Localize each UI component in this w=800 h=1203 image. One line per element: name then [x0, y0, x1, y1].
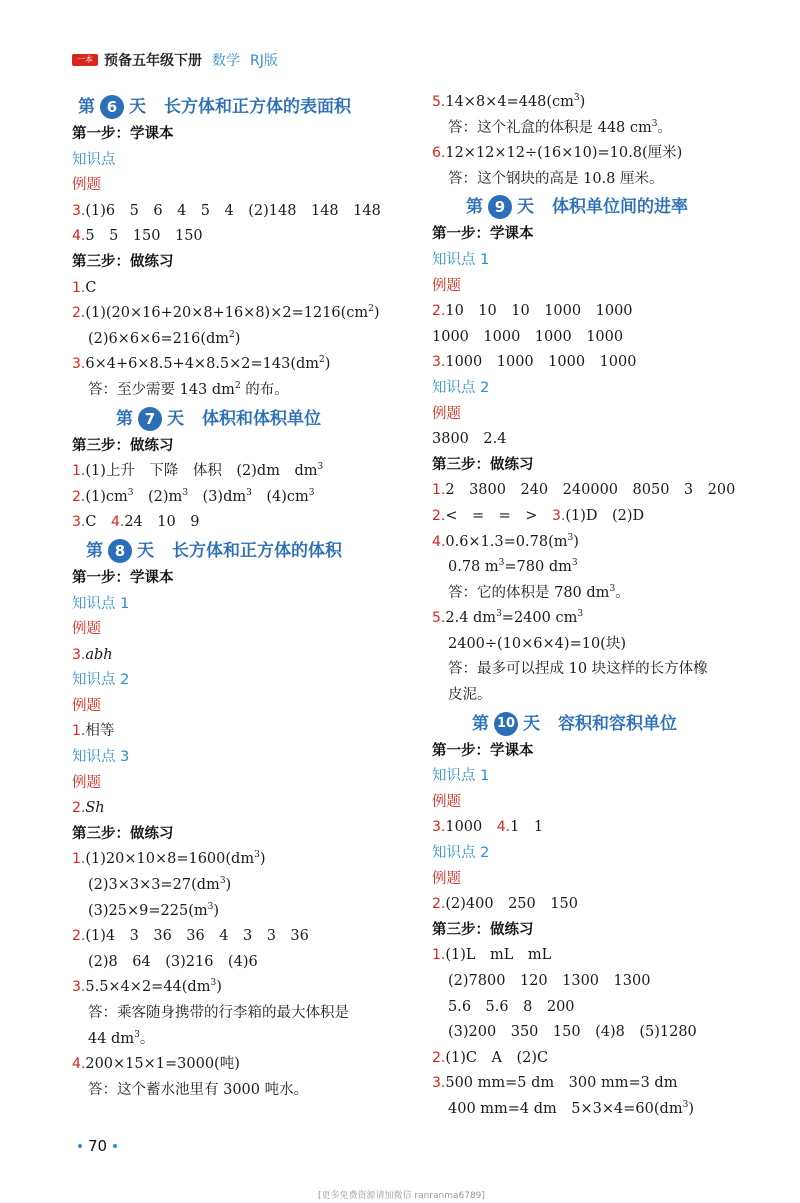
answer-line: $5.14\times 8\times 4=448(cm^3)$ [432, 93, 586, 110]
answer-line: $1.(1)20\times 10\times 8=1600(dm^3)$ [72, 850, 266, 868]
step-heading: 第一步：学课本 [72, 569, 174, 586]
answer-line: 3800 2.4 [432, 431, 507, 448]
answer-line: 答：最多可以捏成 10 块这样的长方体橡 [448, 661, 708, 678]
watermark: [更多免费资源请加微信 ranranma6789] [318, 1191, 485, 1201]
answer-line: (2)8 64 (3)216 (4)6 [88, 953, 258, 970]
day-8-heading: 第 8 天 长方体和正方体的体积 [86, 540, 342, 561]
step-heading: 第一步：学课本 [432, 226, 534, 243]
answer-line: 44 $dm^3$。 [88, 1029, 155, 1047]
answer-line: 1.(1)L mL mL [432, 947, 552, 964]
answer-line: $3.5.5\times 4\times 2=44(dm^3)$ [72, 978, 222, 996]
answer-line: 5.2.4 $dm^3=2400$ $cm^3$ [432, 609, 584, 627]
answer-line: 5.6 5.6 8 200 [448, 998, 575, 1015]
answer-line: $2.(1)cm^3$ $(2)m^3$ $(3)dm^3$ $(4)cm^3$ [72, 487, 315, 505]
knowledge-point: 知识点 2 [432, 379, 490, 396]
day-badge: 10 [494, 712, 518, 736]
answer-line: 2.(2)400 250 150 [432, 896, 578, 913]
knowledge-point: 知识点 1 [432, 768, 490, 785]
example-label: 例题 [432, 793, 461, 810]
step-heading: 第一步：学课本 [432, 742, 534, 759]
example-label: 例题 [432, 870, 461, 887]
answer-line: $3.6\times 4+6\times 8.5+4\times 8.5\times 2=143(dm^2)$ [72, 355, 331, 373]
answer-line: 答：它的体积是 780 $dm^3$。 [448, 583, 630, 601]
dot-icon [78, 1144, 82, 1148]
knowledge-point: 知识点 3 [72, 749, 130, 766]
answer-line: 2.< = = > 3.(1)D (2)D [432, 507, 645, 524]
answer-line: 答：这个蓄水池里有 3000 吨水。 [88, 1081, 309, 1098]
answer-line: 1.(1)上升 下降 体积 (2)dm $dm^3$ [72, 462, 324, 480]
answer-line: $(2)6\times 6\times 6=216(dm^2)$ [88, 329, 241, 347]
answer-line: $2.(1)(20\times 16+20\times 8+16\times 8)\times 2=1216(cm^2)$ [72, 304, 380, 322]
edition-label: RJ版 [250, 53, 278, 69]
example-label: 例题 [72, 621, 101, 638]
right-column [432, 92, 772, 1123]
step-heading: 第三步：做练习 [432, 456, 534, 473]
answer-line: 3.500 mm=5 dm 300 mm=3 dm [432, 1075, 678, 1092]
dot-icon [113, 1144, 117, 1148]
answer-line: 答：至少需要 143 $dm^2$ 的布。 [88, 380, 289, 398]
answer-line: 2.(1)4 3 36 36 4 3 3 36 [72, 928, 309, 945]
answer-line: (3)200 350 150 (4)8 (5)1280 [448, 1024, 697, 1041]
answer-line: 1.2 3800 240 240000 8050 3 200 [432, 482, 736, 499]
step-heading: 第三步：做练习 [432, 921, 534, 938]
answer-line: 3.C 4.24 10 9 [72, 514, 200, 531]
answer-line: 3.1000 1000 1000 1000 [432, 354, 637, 371]
day-6-heading: 第 6 天 长方体和正方体的表面积 [78, 97, 351, 117]
answer-line: 400 mm=4 dm $5\times 3\times 4=60(dm^3)$ [448, 1099, 694, 1117]
knowledge-point: 知识点 [72, 151, 116, 168]
answer-line: 答：这个礼盒的体积是 448 $cm^3$。 [448, 118, 672, 136]
page-header [72, 50, 278, 70]
answer-line: 2.10 10 10 1000 1000 [432, 303, 633, 320]
step-heading: 第三步：做练习 [72, 437, 174, 454]
answer-line: 3.abh [72, 646, 113, 663]
day-10-heading: 第 10 天 容积和容积单位 [472, 713, 677, 734]
knowledge-point: 知识点 2 [72, 672, 130, 689]
example-label: 例题 [72, 697, 101, 714]
brand-logo: 一本 [72, 54, 98, 66]
step-heading: 第一步：学课本 [72, 126, 174, 142]
answer-line: 6.12×12×12÷(16×10)=10.8(厘米) [432, 145, 683, 162]
step-heading: 第三步：做练习 [72, 253, 174, 270]
example-label: 例题 [432, 277, 461, 294]
day-badge: 8 [108, 539, 132, 563]
left-column [72, 92, 412, 1103]
answer-line: 2.(1)C A (2)C [432, 1049, 549, 1066]
day-badge: 6 [100, 95, 124, 119]
subject-label: 数学 [212, 53, 240, 69]
answer-line: $(2)3\times 3\times 3=27(dm^3)$ [88, 876, 232, 894]
knowledge-point: 知识点 1 [432, 251, 490, 268]
knowledge-point: 知识点 2 [432, 845, 490, 862]
answer-line: 1.C [72, 279, 97, 296]
answer-line: 0.78 $m^3=780$ $dm^3$ [448, 558, 578, 576]
book-title: 预备五年级下册 [104, 53, 202, 69]
page-number: 70 [72, 1137, 123, 1155]
answer-line: 皮泥。 [448, 687, 492, 704]
knowledge-point: 知识点 1 [72, 595, 130, 612]
answer-line: 3.1000 4.1 1 [432, 819, 544, 836]
step-heading: 第三步：做练习 [72, 825, 174, 842]
answer-line: 1000 1000 1000 1000 [432, 328, 624, 345]
answer-line: 2.Sh [72, 800, 105, 817]
day-badge: 7 [138, 407, 162, 431]
answer-line: (2)7800 120 1300 1300 [448, 973, 651, 989]
day-badge: 9 [488, 195, 512, 219]
answer-line: 1.相等 [72, 723, 115, 740]
answer-line: 3.(1)6 5 6 4 5 4 (2)148 148 148 [72, 202, 381, 219]
day-7-heading: 第 7 天 体积和体积单位 [116, 408, 321, 429]
answer-line: 答：这个钢块的高是 10.8 厘米。 [448, 170, 664, 187]
answer-line: $(3)25\times 9=225(m^3)$ [88, 901, 220, 919]
answer-line: 4.200×15×1=3000(吨) [72, 1056, 240, 1073]
day-9-heading: 第 9 天 体积单位间的进率 [466, 197, 688, 218]
answer-line: $4.0.6\times 1.3=0.78(m^3)$ [432, 532, 579, 550]
answer-line: 2400÷(10×6×4)=10(块) [448, 635, 626, 652]
example-label: 例题 [72, 177, 101, 194]
answer-line: 答：乘客随身携带的行李箱的最大体积是 [88, 1005, 349, 1021]
answer-line: 4.5 5 150 150 [72, 228, 203, 245]
example-label: 例题 [72, 774, 101, 791]
example-label: 例题 [432, 405, 461, 422]
